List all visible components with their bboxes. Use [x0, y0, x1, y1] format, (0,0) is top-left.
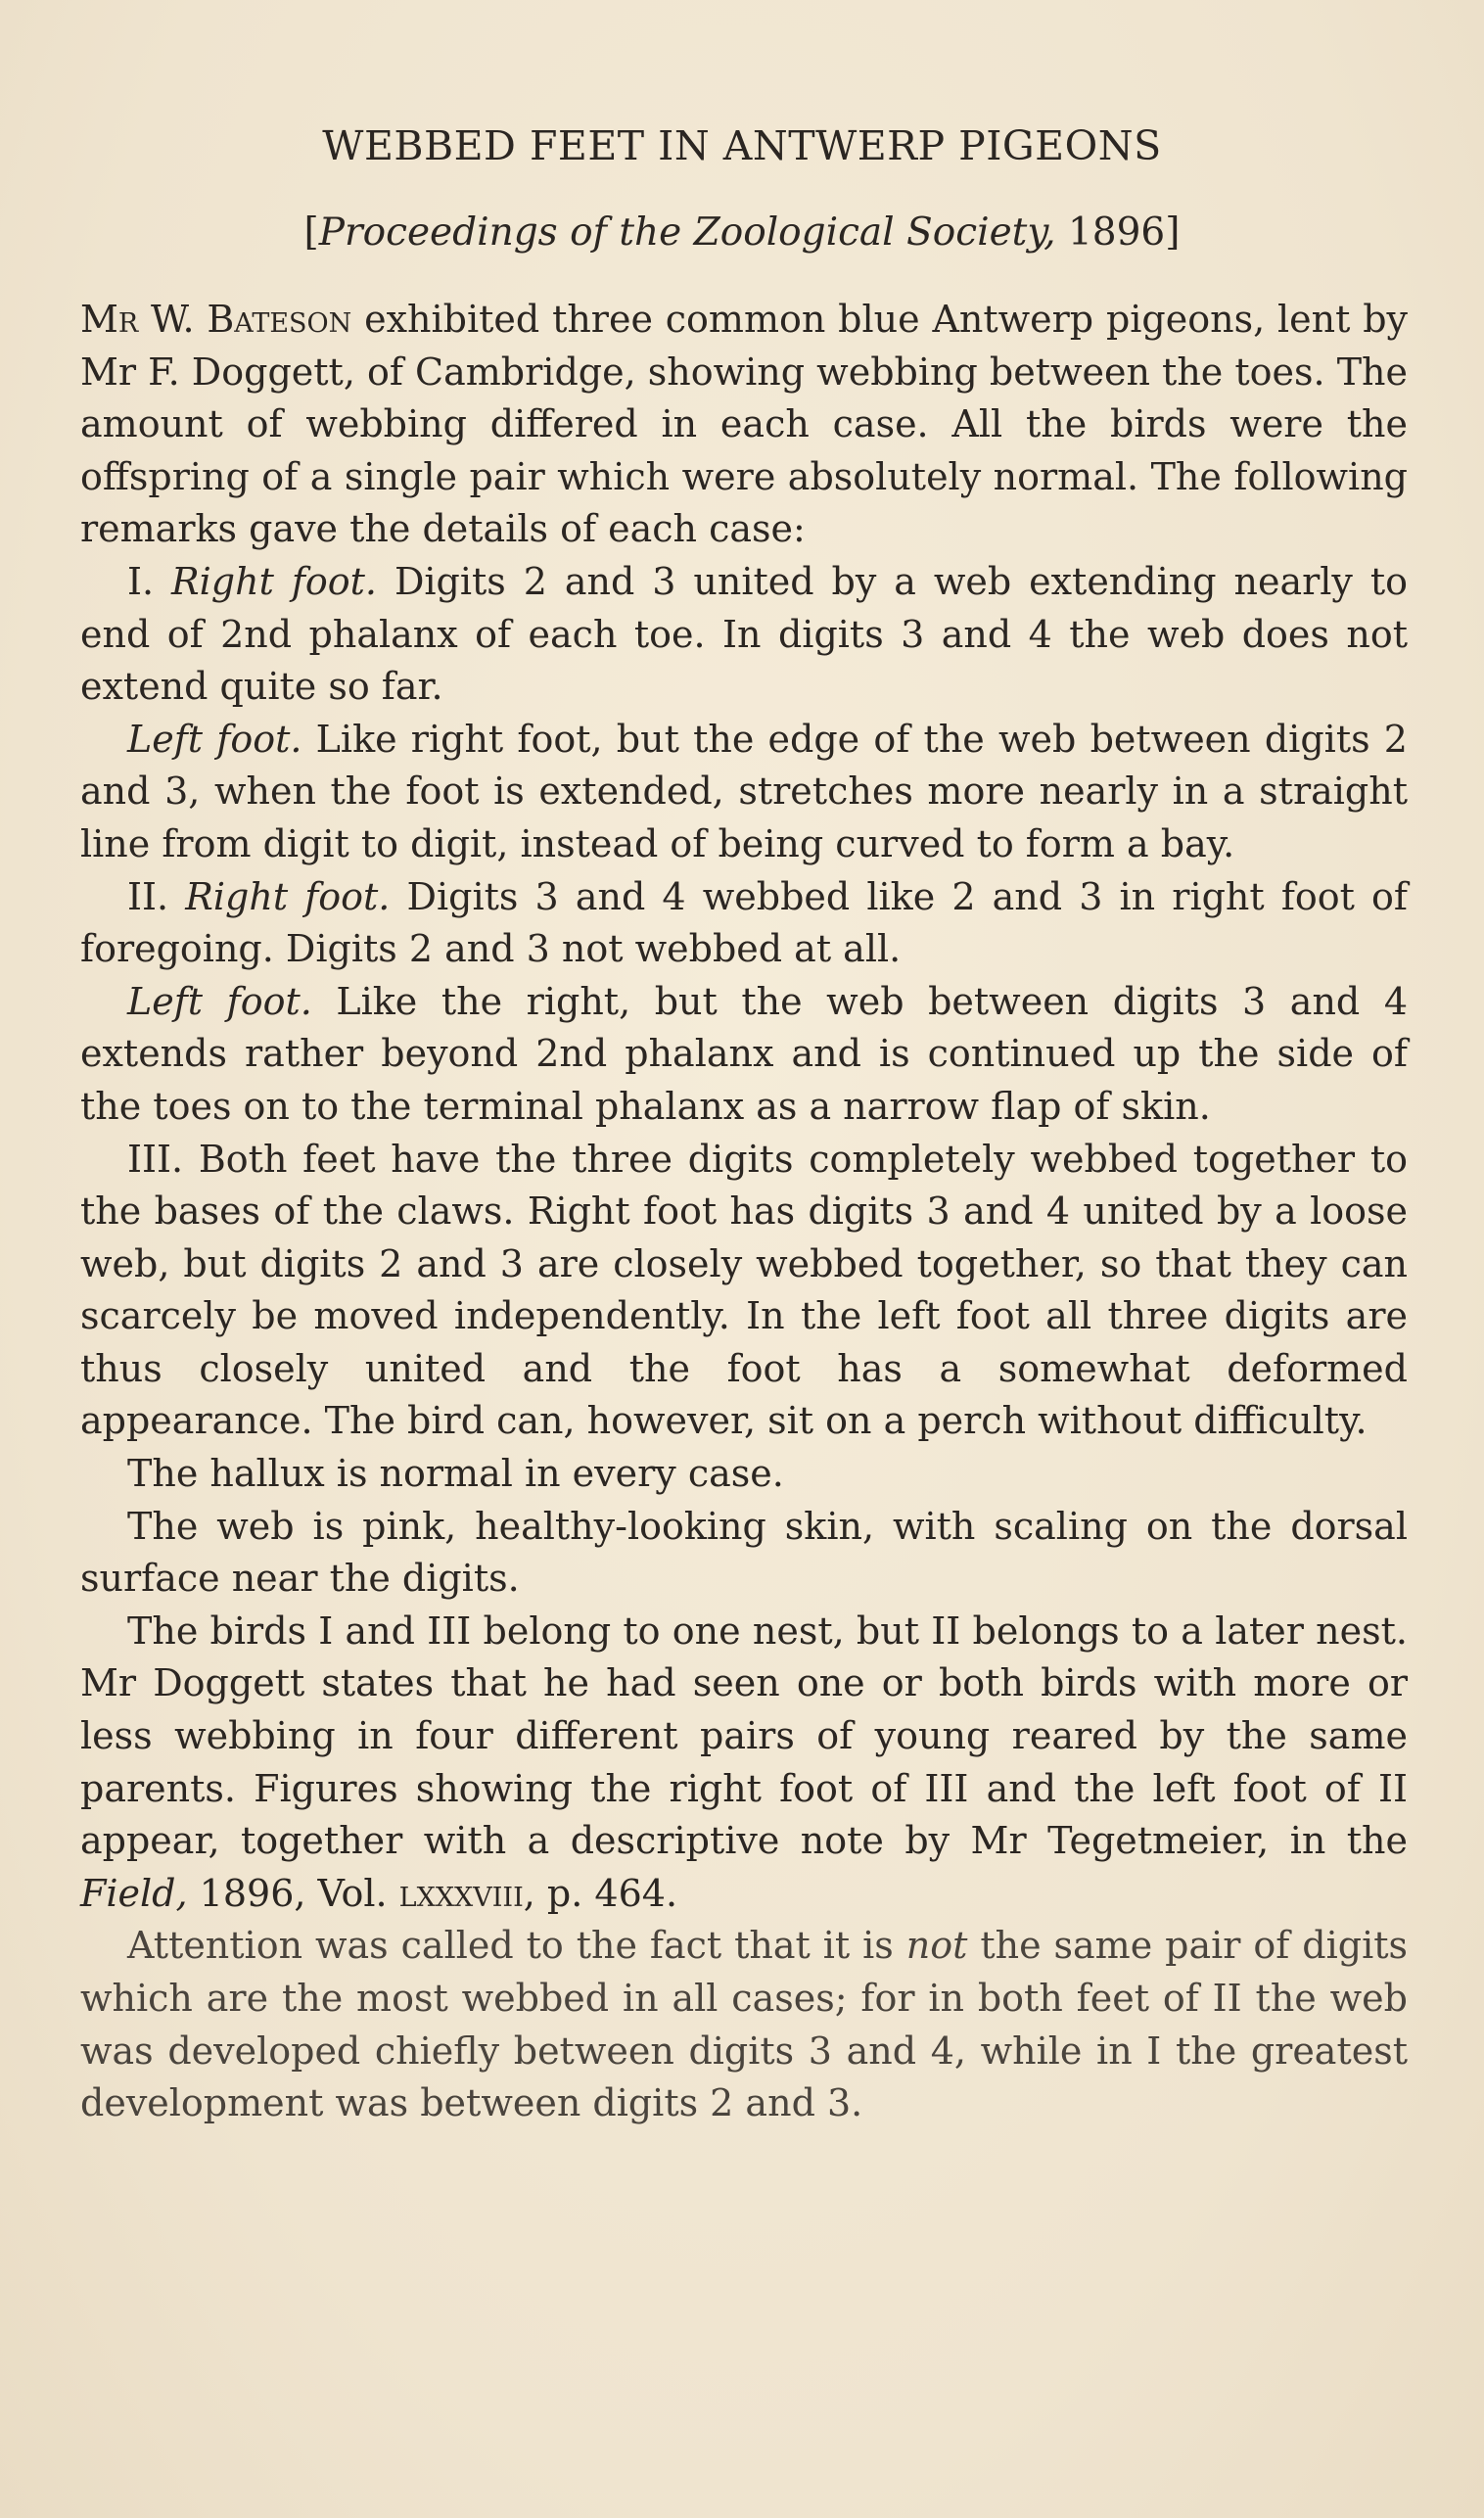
page-title: WEBBED FEET IN ANTWERP PIGEONS	[322, 122, 1162, 169]
author-name: Mr W. Bateson	[80, 298, 352, 341]
paragraph-intro	[80, 294, 1408, 556]
paragraph-attention	[80, 1920, 1408, 2129]
paragraph-text: the same pair of digits which are the most webbed in all cases; for in both feet of II the web was developed chiefly between digits 3 and 4, while in I the greatest development was between digits 2 and 3.	[80, 1924, 1409, 2125]
paragraph-text: exhibited three common blue Antwerp pigeons, lent by Mr F. Doggett, of Cambridge, showing webbing between the toes. The amount of webbing differed in each case. All the birds were the offspring of a single pair which were absolutely normal. The following remarks gave the details of each case:	[80, 298, 1409, 551]
article-body	[80, 294, 1408, 2130]
source-bracket: [	[303, 210, 319, 255]
source-citation	[0, 210, 1484, 255]
paragraph-text: Attention was called to the fact that it is	[127, 1924, 906, 1968]
paragraph-bird-1-left	[80, 714, 1408, 871]
foot-label: Left foot.	[127, 979, 312, 1023]
paragraph-text: Digits 2 and 3 united by a web extending nearly to end of 2nd phalanx of each toe. In digits 3 and 4 the web does not extend quite so far.	[80, 559, 1408, 709]
paragraph-text: The birds I and III belong to one nest, but II belongs to a later nest. Mr Doggett states that he had seen one or both birds with more or less webbing in four different pairs of young reared by the same parents. Figures showing the right foot of III and the left foot of II appear, together with a descriptive note by Mr Tegetmeier, in the	[80, 1609, 1408, 1863]
paragraph-bird-1-right	[80, 556, 1408, 714]
paragraph-text: Like right foot, but the edge of the web between digits 2 and 3, when the foot is extended, stretches more nearly in a straight line from digit to digit, instead of being curved to form a bay.	[80, 717, 1408, 865]
paragraph-text: III. Both feet have the three digits completely webbed together to the bases of the claws. Right foot has digits 3 and 4 united by a loose web, but digits 2 and 3 are closely webbed together, so that they can scarcely be moved independently. In the left foot all three digits are thus closely united and the foot has a somewhat deformed appearance. The bird can, however, sit on a perch without difficulty.	[80, 1137, 1408, 1443]
paragraph-text: Digits 3 and 4 webbed like 2 and 3 in right foot of foregoing. Digits 2 and 3 not webbed at all.	[80, 874, 1408, 971]
paragraph-text: The web is pink, healthy-looking skin, with scaling on the dorsal surface near the digits.	[80, 1504, 1408, 1601]
paragraph-bird-2-left	[80, 976, 1408, 1134]
paragraph-web-description	[80, 1501, 1408, 1606]
paragraph-text: , p. 464.	[523, 1871, 678, 1915]
paragraph-text: Like the right, but the web between digits 3 and 4 extends rather beyond 2nd phalanx and is continued up the side of the toes on to the terminal phalanx as a narrow flap of skin.	[80, 979, 1408, 1128]
paragraph-text: The hallux is normal in every case.	[127, 1452, 784, 1496]
volume-number: lxxxviii	[398, 1871, 524, 1915]
paragraph-bird-3	[80, 1134, 1408, 1449]
paragraph-bird-2-right	[80, 871, 1408, 976]
paragraph-text: 1896, Vol.	[187, 1871, 399, 1915]
paragraph-hallux	[80, 1448, 1408, 1501]
bird-number: II.	[127, 874, 186, 918]
foot-label: Left foot.	[127, 717, 302, 761]
foot-label: Right foot.	[185, 874, 391, 918]
bird-number: I.	[127, 559, 172, 603]
emphasis-not: not	[905, 1924, 968, 1968]
paragraph-nests	[80, 1606, 1408, 1921]
field-reference: Field,	[80, 1871, 188, 1915]
source-year: 1896]	[1055, 210, 1181, 255]
foot-label: Right foot.	[171, 559, 377, 603]
source-journal: Proceedings of the Zoological Society,	[318, 210, 1056, 255]
